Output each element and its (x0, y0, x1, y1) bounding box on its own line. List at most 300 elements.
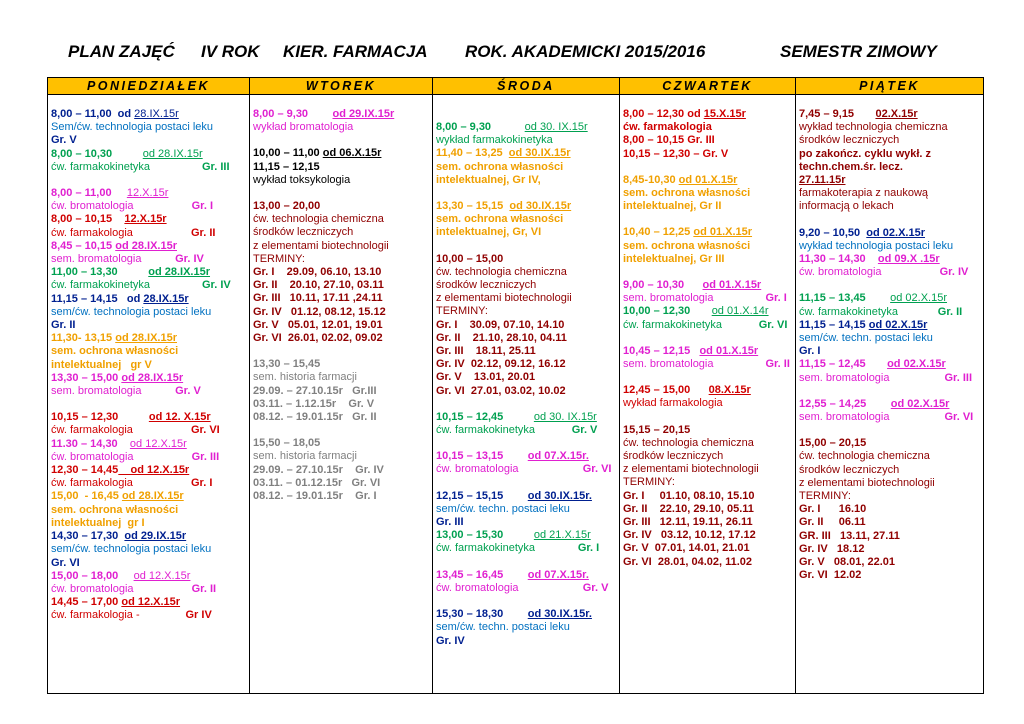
schedule-text: Gr. III (944, 371, 973, 384)
schedule-line (799, 240, 980, 253)
spacer (51, 398, 246, 411)
schedule-text: 8,00 – 10,15 Gr. III (623, 134, 715, 147)
schedule-text: 10,15 – 12,30 (51, 411, 149, 424)
schedule-text: Gr. III 12.11, 19.11, 26.11 (623, 516, 753, 529)
schedule-line (623, 556, 792, 569)
schedule-text: ćw. farmakokinetyka (436, 424, 572, 437)
schedule-line (436, 305, 616, 318)
schedule-line (436, 226, 616, 239)
schedule-line (623, 503, 792, 516)
schedule-line (799, 121, 980, 134)
schedule-line (436, 516, 616, 529)
schedule-text: 11,15 – 14,15 od (51, 292, 144, 305)
schedule-text: Gr. VI 28.01, 04.02, 11.02 (623, 555, 753, 568)
schedule-text: 11,15 – 12,15 (253, 160, 320, 173)
schedule-line (51, 596, 246, 609)
schedule-line (51, 570, 246, 583)
date-link-text: od 06.X.15r (322, 147, 382, 160)
schedule-text: 11,30- 13,15 (51, 332, 116, 345)
schedule-text: 9,00 – 10,30 (623, 279, 703, 292)
schedule-line (436, 450, 616, 463)
spacer (51, 95, 246, 108)
schedule-line (799, 556, 980, 569)
schedule-line (253, 147, 429, 160)
schedule-text: Gr. II (937, 305, 963, 318)
schedule-text: Gr. II 22.10, 29.10, 05.11 (623, 502, 754, 515)
schedule-text: Gr. V 13.01, 20.01 (436, 371, 536, 384)
schedule-text: sem. ochrona własności (436, 213, 564, 226)
spacer (799, 424, 980, 437)
schedule-line (436, 292, 616, 305)
spacer (253, 134, 429, 147)
schedule-text: ćw. technologia chemiczna (436, 265, 567, 278)
schedule-text: Gr. V 08.01, 22.01 (799, 556, 896, 569)
schedule-line (253, 306, 429, 319)
schedule-line (623, 108, 792, 121)
schedule-text: Gr. II (191, 582, 217, 595)
date-link-text: od 02.X.15r (868, 318, 928, 331)
spacer (436, 556, 616, 569)
schedule-text: 29.09. – 27.10.15r Gr. IV (253, 463, 384, 476)
schedule-line (799, 345, 980, 358)
schedule-line (436, 635, 616, 648)
schedule-text: intelektualnej, Gr III (623, 252, 725, 265)
schedule-text: 29.09. – 27.10.15r Gr.III (253, 384, 377, 397)
schedule-line (253, 490, 429, 503)
schedule-text: 10,00 – 12,30 (623, 305, 712, 318)
schedule-text: intelektualnej, Gr II (623, 200, 722, 213)
schedule-line (51, 424, 246, 437)
schedule-line (799, 148, 980, 161)
spacer (799, 385, 980, 398)
schedule-line (623, 292, 792, 305)
schedule-line (253, 358, 429, 371)
schedule-text: 11,00 – 13,30 (51, 266, 149, 279)
spacer (623, 95, 792, 108)
day-column-tuesday (250, 95, 433, 694)
date-link-text: od 30.IX.15r (508, 147, 571, 160)
schedule-line (436, 582, 616, 595)
schedule-text: 11.30 – 14,30 (51, 437, 130, 450)
title-academic-year: ROK. AKADEMICKI 2015/2016 (465, 42, 706, 61)
schedule-line (623, 529, 792, 542)
schedule-text: po zakończ. cyklu wykł. z (799, 147, 932, 160)
schedule-line (799, 503, 980, 516)
schedule-line (799, 187, 980, 200)
day-column-wednesday (433, 95, 620, 694)
schedule-line (253, 108, 429, 121)
monday-entries (51, 95, 246, 623)
schedule-text: ćw. bromatologia (51, 200, 192, 213)
schedule-line (799, 161, 980, 174)
schedule-text: Gr. I (577, 542, 600, 555)
schedule-text: 8,00 – 12,30 od (623, 108, 704, 120)
schedule-text: 08.12. – 19.01.15r Gr. I (253, 490, 377, 503)
schedule-line (623, 226, 792, 239)
date-link-text: od 28.IX.15r (121, 490, 184, 503)
schedule-line (51, 583, 246, 596)
schedule-text: sem. ochrona własności (51, 345, 179, 358)
schedule-text: ćw. farmakokinetyka (623, 318, 759, 331)
schedule-text: Sem/ćw. technologia postaci leku (51, 121, 214, 134)
schedule-text: ćw. technologia chemiczna (799, 450, 930, 463)
schedule-line (253, 174, 429, 187)
date-link-text: od 12.X.15r (133, 569, 191, 582)
spacer (436, 108, 616, 121)
schedule-line (51, 306, 246, 319)
schedule-text: Gr. VI (944, 411, 974, 424)
schedule-text: sem. bromatologia (623, 292, 766, 305)
schedule-body-row (48, 95, 984, 694)
spacer (436, 398, 616, 411)
schedule-text: Gr. I (191, 200, 214, 213)
schedule-text: sem. bromatologia (51, 385, 176, 398)
schedule-text: Gr. VI (51, 556, 80, 569)
schedule-line (436, 358, 616, 371)
schedule-text: sem. historia farmacji (253, 371, 357, 384)
schedule-line (623, 279, 792, 292)
thursday-entries (623, 95, 792, 569)
schedule-text: ćw. farmakokinetyka (799, 305, 938, 318)
schedule-line (51, 557, 246, 570)
schedule-line (623, 200, 792, 213)
schedule-line (799, 266, 980, 279)
schedule-text: 7,45 – 9,15 (799, 108, 876, 120)
schedule-line (253, 437, 429, 450)
schedule-line (623, 134, 792, 147)
schedule-text: 10,00 – 11,00 (253, 147, 323, 160)
schedule-line (51, 385, 246, 398)
day-header-wednesday: ŚRODA (433, 78, 620, 95)
schedule-line (51, 345, 246, 358)
schedule-text: Gr. IV (202, 279, 231, 292)
spacer (623, 266, 792, 279)
schedule-text: wykład technologia chemiczna (799, 121, 948, 134)
schedule-line (799, 292, 980, 305)
schedule-text: 03.11. – 1.12.15r Gr. V (253, 397, 375, 410)
schedule-text: Gr. V (582, 581, 609, 594)
schedule-line (253, 253, 429, 266)
spacer (799, 279, 980, 292)
schedule-line (623, 345, 792, 358)
title-year: IV ROK (201, 42, 260, 61)
schedule-line (436, 200, 616, 213)
schedule-text: sem/ćw. technologia postaci leku (51, 543, 212, 556)
schedule-text: sem/ćw. technologia postaci leku (51, 305, 212, 318)
day-header-friday: PIĄTEK (796, 78, 984, 95)
date-link-text: od 28.IX.15r (148, 266, 211, 279)
schedule-text: z elementami biotechnologii (253, 239, 389, 252)
schedule-text: Gr. IV 02.12, 09.12, 16.12 (436, 358, 566, 371)
schedule-text: 12,55 – 14,25 (799, 397, 891, 410)
schedule-line (253, 200, 429, 213)
date-link-text: od 02.X.15r (887, 358, 946, 371)
schedule-text: TERMINY: (623, 476, 675, 489)
schedule-line (623, 516, 792, 529)
schedule-text: sem. ochrona własności (436, 160, 564, 173)
friday-entries (799, 95, 980, 583)
schedule-text: Gr. VI 12.02 (799, 569, 862, 582)
schedule-text: 8,45-10,30 (623, 173, 679, 186)
schedule-line (51, 253, 246, 266)
spacer (799, 214, 980, 227)
schedule-line (51, 411, 246, 424)
date-link-text: 08.X.15r (708, 384, 751, 397)
date-link-text: od 28.IX.15r (115, 332, 177, 345)
schedule-line (253, 332, 429, 345)
date-link-text: od 30.IX.15r. (527, 608, 592, 621)
schedule-text: 10,40 – 12,25 (623, 226, 694, 239)
schedule-line (51, 609, 246, 622)
schedule-line (799, 200, 980, 213)
date-link-text: od 30.IX.15r (509, 200, 572, 213)
title-plan: PLAN ZAJĘĆ (68, 42, 175, 61)
schedule-line (51, 148, 246, 161)
date-link-text: od 01.X.14r (711, 305, 769, 318)
schedule-text: 03.11. – 01.12.15r Gr. VI (253, 476, 381, 489)
schedule-line (623, 358, 792, 371)
date-link-text: 02.X.15r (875, 108, 918, 120)
schedule-line (623, 542, 792, 555)
schedule-text: 8,00 – 11,00 od (51, 108, 135, 120)
day-header-tuesday: WTOREK (250, 78, 433, 95)
schedule-text: sem. historia farmacji (253, 450, 357, 463)
day-header-thursday: CZWARTEK (620, 78, 796, 95)
schedule-line (799, 450, 980, 463)
schedule-text: 8,00 – 11,00 (51, 187, 127, 200)
schedule-line (799, 306, 980, 319)
schedule-text: 12,30 – 14,45 (51, 464, 119, 477)
schedule-text: ćw. bromatologia (51, 450, 192, 463)
schedule-text: Gr. I 01.10, 08.10, 15.10 (623, 489, 755, 502)
schedule-line (436, 411, 616, 424)
spacer (436, 437, 616, 450)
schedule-line (623, 121, 792, 134)
schedule-line (51, 517, 246, 530)
schedule-line (799, 253, 980, 266)
schedule-line (436, 385, 616, 398)
schedule-line (51, 227, 246, 240)
spacer (253, 187, 429, 200)
schedule-text: ćw. bromatologia (436, 463, 583, 476)
schedule-text: Gr. III 10.11, 17.11 ,24.11 (253, 292, 383, 305)
schedule-line (51, 477, 246, 490)
schedule-text: Gr. VI 27.01, 03.02, 10.02 (436, 384, 566, 397)
schedule-line (436, 134, 616, 147)
schedule-line (253, 411, 429, 424)
schedule-text: 12,45 – 15,00 (623, 384, 709, 397)
schedule-text: 13,00 – 20,00 (253, 200, 321, 213)
schedule-text: 8,00 – 10,15 (51, 213, 125, 226)
schedule-text: 10,00 – 15,00 (436, 252, 504, 265)
schedule-line (51, 319, 246, 332)
schedule-text: Gr IV (185, 609, 212, 622)
schedule-text: ćw. farmakologia - (51, 609, 186, 622)
schedule-text: 11,15 – 14,15 (799, 318, 869, 331)
date-link-text: od 30.IX.15r. (527, 489, 592, 502)
schedule-line (623, 384, 792, 397)
schedule-line (51, 438, 246, 451)
date-link-text: 28.IX.15r (143, 292, 189, 305)
schedule-line (436, 279, 616, 292)
schedule-text: ćw. farmakologia (51, 226, 191, 239)
schedule-text: 8,00 – 10,30 (51, 147, 143, 160)
schedule-line (253, 213, 429, 226)
schedule-text: 11,30 – 14,30 (799, 253, 878, 266)
schedule-line (436, 319, 616, 332)
schedule-text: Gr. I 30.09, 07.10, 14.10 (436, 318, 565, 331)
spacer (799, 95, 980, 108)
date-link-text: od 07.X.15r. (527, 450, 589, 463)
schedule-text: 08.12. – 19.01.15r Gr. II (253, 411, 377, 424)
schedule-text: sem/ćw. techn. postaci leku (436, 502, 570, 515)
schedule-text: ćw. bromatologia (799, 266, 940, 279)
schedule-text: GR. III 13.11, 27.11 (799, 529, 900, 542)
spacer (253, 95, 429, 108)
schedule-line (799, 516, 980, 529)
schedule-line (253, 319, 429, 332)
schedule-line (253, 266, 429, 279)
schedule-text: Gr. I (765, 292, 787, 305)
schedule-line (623, 174, 792, 187)
schedule-text: Gr. V 05.01, 12.01, 19.01 (253, 318, 383, 331)
spacer (253, 345, 429, 358)
schedule-line (623, 437, 792, 450)
schedule-line (253, 450, 429, 463)
schedule-text: z elementami biotechnologii (436, 292, 572, 305)
schedule-line (253, 226, 429, 239)
schedule-text: 14,30 – 17,30 (51, 530, 125, 543)
schedule-text: Gr. III (436, 516, 464, 529)
schedule-line (623, 148, 792, 161)
schedule-text: sem. bromatologia (799, 411, 945, 424)
schedule-text: techn.chem.śr. lecz. (799, 160, 903, 173)
schedule-text: sem/ćw. techn. postaci leku (436, 621, 570, 634)
spacer (623, 161, 792, 174)
schedule-text: 14,45 – 17,00 (51, 596, 122, 609)
spacer (436, 187, 616, 200)
date-link-text: 12.X.15r (126, 187, 169, 200)
schedule-line (51, 293, 246, 306)
schedule-line (799, 411, 980, 424)
schedule-text: ćw. farmakokinetyka (51, 160, 202, 173)
schedule-text: 11,40 – 13,25 (436, 147, 509, 160)
schedule-text: sem. ochrona własności (623, 187, 751, 200)
schedule-line (253, 121, 429, 134)
schedule-line (51, 200, 246, 213)
schedule-line (436, 542, 616, 555)
schedule-line (799, 108, 980, 121)
date-link-text: od 28.IX.15r (121, 371, 184, 384)
schedule-text: intelektualnej, Gr, VI (436, 226, 542, 239)
date-link-text: od 01.X.15r (702, 279, 762, 292)
schedule-text: Gr. I (799, 345, 821, 358)
schedule-text: Gr. V (175, 385, 201, 398)
date-link-text: 28.IX.15r (134, 108, 179, 120)
schedule-text: informacją o lekach (799, 200, 894, 213)
schedule-line (799, 477, 980, 490)
schedule-line (799, 543, 980, 556)
schedule-line (436, 569, 616, 582)
schedule-table (47, 77, 984, 694)
schedule-line (799, 134, 980, 147)
schedule-text: wykład farmakologia (623, 397, 723, 410)
schedule-text: ćw. technologia chemiczna (623, 436, 754, 449)
schedule-line (51, 372, 246, 385)
schedule-text: 13,00 – 15,30 (436, 529, 534, 542)
schedule-text: TERMINY: (436, 305, 488, 318)
schedule-text: Gr. IV 18.12 (799, 542, 865, 555)
schedule-line (436, 213, 616, 226)
schedule-text: ćw. bromatologia (436, 581, 583, 594)
schedule-text: Gr. III (191, 450, 220, 463)
date-link-text: od 21.X.15r (533, 529, 591, 542)
schedule-text: Gr. VI (758, 318, 788, 331)
schedule-text: 15,00 - 16,45 (51, 490, 122, 503)
date-link-text: od 07.X.15r. (527, 568, 589, 581)
schedule-text: 13,30 – 15,45 (253, 358, 321, 371)
schedule-text: 8,00 – 9,30 (253, 108, 333, 120)
schedule-line (623, 319, 792, 332)
schedule-line (799, 227, 980, 240)
schedule-text: ćw. bromatologia (51, 582, 192, 595)
schedule-text: wykład technologia postaci leku (799, 239, 954, 252)
schedule-line (623, 253, 792, 266)
schedule-line (436, 147, 616, 160)
schedule-text: Gr. II 06.11 (799, 516, 866, 529)
schedule-line (799, 372, 980, 385)
schedule-line (51, 187, 246, 200)
schedule-line (51, 279, 246, 292)
schedule-text: intelektualnej gr V (51, 358, 152, 371)
schedule-line (253, 398, 429, 411)
schedule-line (623, 187, 792, 200)
spacer (436, 477, 616, 490)
spacer (436, 95, 616, 108)
days-header-row (48, 78, 984, 95)
schedule-line (51, 530, 246, 543)
schedule-text: Gr. IV 03.12, 10.12, 17.12 (623, 529, 756, 542)
schedule-text: Gr. II 20.10, 27.10, 03.11 (253, 279, 384, 292)
spacer (253, 424, 429, 437)
schedule-line (253, 385, 429, 398)
schedule-line (253, 240, 429, 253)
day-column-friday (796, 95, 984, 694)
schedule-text: sem. ochrona własności (51, 503, 179, 516)
date-link-text: od 28.IX.15r (142, 147, 203, 160)
date-link-text: od 01.X.15r (699, 344, 759, 357)
schedule-text: sem. bromatologia (623, 358, 766, 371)
schedule-text: Gr. III 18.11, 25.11 (436, 345, 536, 358)
schedule-line (799, 319, 980, 332)
schedule-text: 10,15 – 13,15 (436, 450, 528, 463)
schedule-text: ćw. technologia chemiczna (253, 213, 384, 226)
schedule-text: Gr. IV 01.12, 08.12, 15.12 (253, 305, 386, 318)
schedule-text: Gr. III (202, 160, 230, 173)
schedule-text: Gr. II (191, 226, 216, 239)
date-link-text: od 01.X.15r (693, 226, 753, 239)
spacer (623, 411, 792, 424)
schedule-text: Gr. VI (191, 424, 220, 437)
schedule-line (623, 240, 792, 253)
schedule-line (623, 463, 792, 476)
spacer (623, 213, 792, 226)
tuesday-entries (253, 95, 429, 503)
date-link-text: od 09.X .15r (877, 253, 940, 266)
schedule-text: Gr. I 29.09, 06.10, 13.10 (253, 266, 382, 279)
schedule-line (253, 477, 429, 490)
schedule-text: 8,00 – 9,30 (436, 121, 525, 133)
